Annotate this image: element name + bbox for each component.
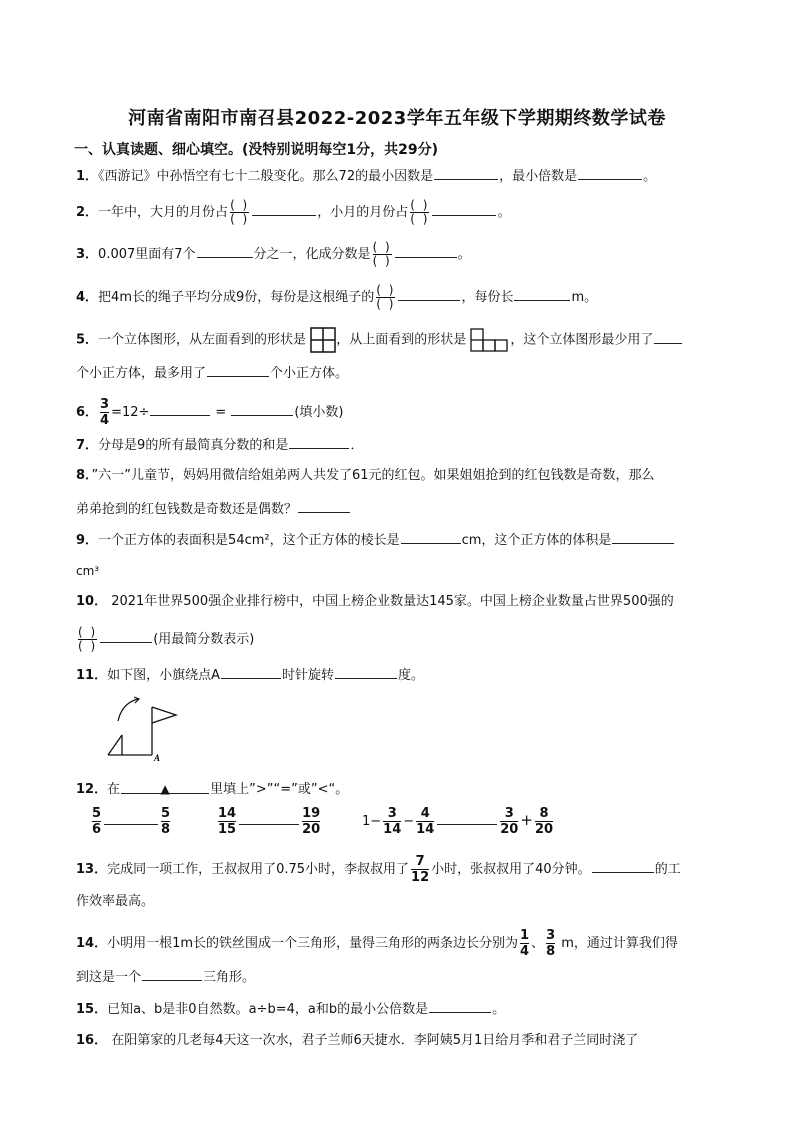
answer-blank[interactable] [514,286,570,301]
answer-blank[interactable] [432,201,496,216]
question-8-cont: 弟弟抢到的红包钱数是奇数还是偶数？ [76,498,351,520]
fraction: $\frac{5}{8}$ [161,806,171,837]
section-heading-1: 一、认真读题、细心填空。(没特别说明每空1分，共29分) [74,142,439,158]
question-11: 11．如下图，小旗绕点A 时针旋转 度。 [76,664,424,686]
question-number: 11． [76,668,108,683]
compare-2 [216,806,322,837]
question-2: 2．一年中，大月的月份占 $\frac{( )}{( )}$ ，小月的月份占 $\frac{( )}{( )}$ 。 [76,198,511,226]
question-number: 13． [76,862,108,877]
flag-rotation-figure [100,695,190,765]
answer-blank[interactable] [401,529,461,544]
question-10-cont: $\frac{( )}{( )}$ (用最简分数表示) [78,625,255,653]
question-number: 8． [76,468,92,483]
question-6: 6． $\frac{3}{4}$ =12÷ = (填小数) [76,397,344,428]
fraction-placeholder: $\frac{( )}{( )}$ [78,625,98,653]
question-9: 9．一个正方体的表面积是54cm²，这个正方体的棱长是 cm，这个正方体的体积是 [76,529,675,551]
question-5-cont: 个小正方体，最多用了 个小正方体。 [76,362,348,384]
question-number: 16． [76,1033,108,1048]
answer-blank[interactable] [592,858,654,873]
question-5: 5．一个立体图形，从左面看到的形状是 ，从上面看到的形状是 ，这个立体图形最少用了 [76,327,683,353]
fraction: $\frac{14}{15}$ [218,806,237,837]
compare-blank[interactable] [239,810,299,825]
fraction-placeholder: $\frac{( )}{( )}$ [410,198,430,226]
answer-blank[interactable] [654,329,682,344]
fraction: $\frac{5}{6}$ [92,806,102,837]
page-title: 河南省南阳市南召县2022-2023学年五年级下学期期终数学试卷 [128,108,666,129]
answer-blank[interactable] [429,998,491,1013]
point-a-label: A [154,753,161,763]
question-15: 15．已知a、b是非0自然数。a÷b=4，a和b的最小公倍数是 。 [76,998,505,1020]
fraction: $\frac{3}{8}$ [546,928,556,959]
compare-1 [90,806,172,837]
question-3: 3．0.007里面有7个 分之一，化成分数是 $\frac{( )}{( )}$ 。 [76,240,471,268]
answer-blank[interactable] [231,401,293,416]
question-8: 8．”六一”儿童节，妈妈用微信给姐弟两人共发了61元的红包。如果姐姐抢到的红包钱数是奇数，那么 [76,468,655,483]
answer-blank[interactable] [221,664,281,679]
fraction: $\frac{3}{20}$ [500,806,519,837]
question-13-cont: 作效率最高。 [76,894,155,909]
answer-blank[interactable] [434,165,498,180]
triangle-blank: ▲ [121,779,209,794]
answer-blank[interactable] [335,664,397,679]
answer-blank[interactable] [578,165,642,180]
fraction-placeholder: $\frac{( )}{( )}$ [372,240,392,268]
answer-blank[interactable] [395,243,457,258]
question-number: 14． [76,936,108,951]
compare-blank[interactable] [104,810,158,825]
answer-blank[interactable] [207,362,269,377]
question-4: 4．把4m长的绳子平均分成9份，每份是这根绳子的 $\frac{( )}{( )}$ ，每份长 m。 [76,283,598,311]
fraction: $\frac{3}{14}$ [383,806,402,837]
fraction: $\frac{8}{20}$ [534,806,554,837]
question-9-cont: cm³ [76,564,100,578]
left-view-figure [310,327,336,353]
answer-blank[interactable] [197,243,253,258]
question-13: 13．完成同一项工作，王叔叔用了0.75小时，李叔叔用了 $\frac{7}{12}$ 小时，张叔叔用了40分钟。 的工 [76,854,681,885]
question-number: 5． [76,332,99,348]
compare-3: 1− $\frac{3}{14}$ − $\frac{4}{14}$ $\frac{3}{20}$ + $\frac{8}{20}$ [362,806,554,837]
compare-blank[interactable] [437,810,497,825]
fraction: $\frac{4}{14}$ [416,806,435,837]
answer-blank[interactable] [298,498,350,513]
fraction-placeholder: $\frac{( )}{( )}$ [376,283,396,311]
answer-blank[interactable] [100,628,152,643]
question-number: 6． [76,405,99,420]
question-number: 9． [76,533,99,548]
question-12: 12．在 ▲ 里填上”>”“=”或”<“。 [76,779,348,800]
question-number: 3． [76,247,99,262]
question-7: 7．分母是9的所有最简真分数的和是 ． [76,434,363,456]
top-view-figure [470,328,510,352]
question-number: 1． [76,169,99,184]
question-number: 4． [76,290,99,305]
question-1: 1．《西游记》中孙悟空有七十二般变化。那么72的最小因数是 ，最小倍数是 。 [76,165,656,187]
question-number: 15． [76,1002,108,1017]
question-number: 12． [76,782,108,797]
question-number: 10． [76,594,108,609]
fraction: $\frac{7}{12}$ [411,854,430,885]
question-16: 16． 在阳第家的几老每4天这一次水，君子兰师6天捷水．李阿姨5月1日给月季和君子兰同时浇了 [76,1033,639,1048]
fraction: $\frac{1}{4}$ [520,928,530,959]
answer-blank[interactable] [150,401,210,416]
answer-blank[interactable] [289,434,349,449]
question-14: 14．小明用一根1m长的铁丝围成一个三角形，量得三角形的两条边长分别为 $\frac{1}{4}$ 、 $\frac{3}{8}$ m，通过计算我们得 [76,928,678,959]
fraction: $\frac{3}{4}$ [100,397,110,428]
fraction-placeholder: $\frac{( )}{( )}$ [230,198,250,226]
answer-blank[interactable] [252,201,316,216]
question-10: 10． 2021年世界500强企业排行榜中，中国上榜企业数量达145家。中国上榜企业数量占世界500强的 [76,594,674,609]
question-14-cont: 到这是一个 三角形。 [76,966,255,988]
answer-blank[interactable] [398,286,460,301]
question-number: 7． [76,438,99,453]
answer-blank[interactable] [142,966,202,981]
answer-blank[interactable] [612,529,674,544]
question-number: 2． [76,205,99,220]
fraction: $\frac{19}{20}$ [302,806,321,837]
